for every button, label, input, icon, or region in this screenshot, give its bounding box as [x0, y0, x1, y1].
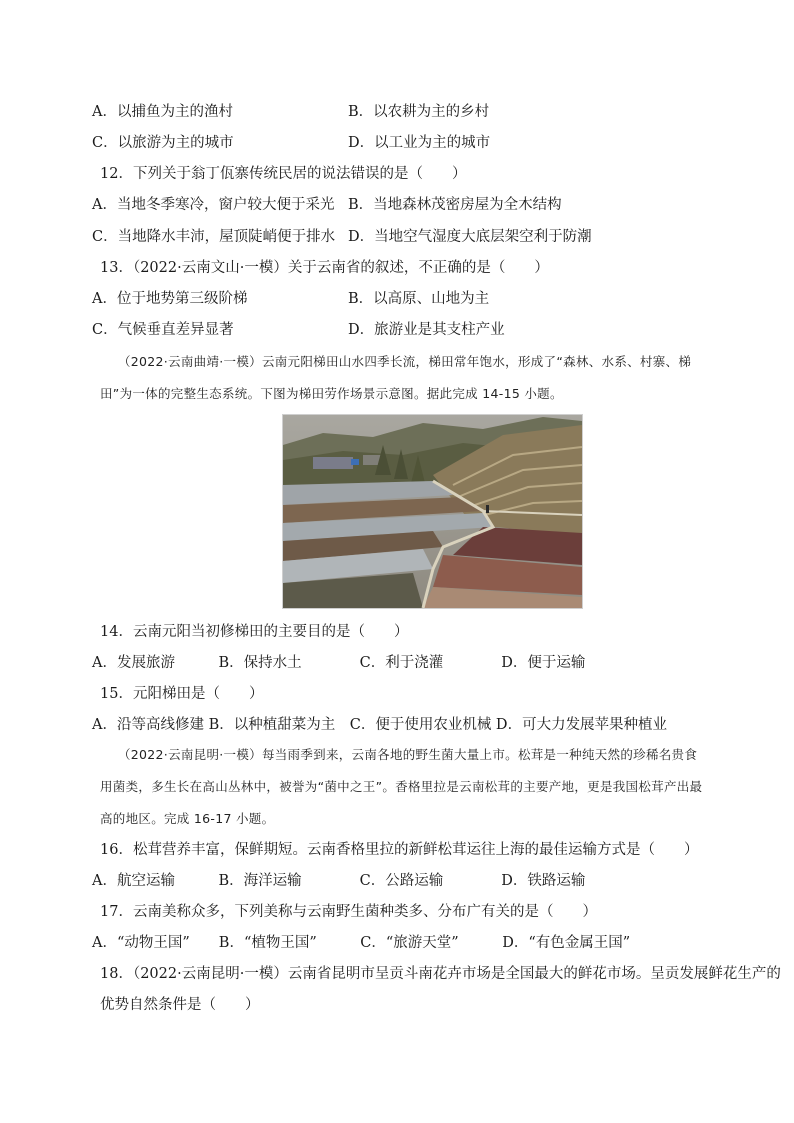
q16-options[interactable]: A．航空运输 B．海洋运输 C．公路运输 D．铁路运输: [92, 873, 586, 889]
q13-stem: 13．（2022·云南文山·一模）关于云南省的叙述，不正确的是（ ）: [100, 260, 549, 276]
q13-option-b[interactable]: B．以高原、山地为主: [348, 291, 490, 307]
q15-options[interactable]: A．沿等高线修建 B．以种植甜菜为主 C．便于使用农业机械 D．可大力发展苹果种植业: [92, 717, 668, 733]
q11-option-a[interactable]: A．以捕鱼为主的渔村: [92, 104, 233, 120]
passage-matsutake-line-3: 高的地区。完成 16-17 小题。: [100, 811, 275, 826]
q12-option-a[interactable]: A．当地冬季寒冷，窗户较大便于采光: [92, 197, 335, 213]
terrace-photo-illustration: [283, 415, 582, 608]
q11-option-b[interactable]: B．以农耕为主的乡村: [348, 104, 490, 120]
q15-stem: 15．元阳梯田是（ ）: [100, 686, 264, 702]
terrace-photo: [282, 414, 583, 609]
q17-stem: 17．云南美称众多，下列美称与云南野生菌种类多、分布广有关的是（ ）: [100, 904, 597, 920]
q18-stem-line-2: 优势自然条件是（ ）: [100, 997, 260, 1013]
q18-stem-line-1: 18．（2022·云南昆明·一模）云南省昆明市呈贡斗南花卉市场是全国最大的鲜花市场。呈贡发展鲜花生产的: [100, 966, 781, 982]
passage-terraces-line-1: [100, 352, 718, 372]
passage-matsutake: [100, 745, 718, 829]
passage-terraces-text-1: （2022·云南曲靖·一模）云南元阳梯田山水四季长流，梯田常年饱水，形成了“森林、水系、村寨、梯: [118, 354, 692, 369]
passage-terraces: [100, 352, 718, 404]
q13-option-a[interactable]: A．位于地势第三级阶梯: [92, 291, 248, 307]
q12-option-d[interactable]: D．当地空气湿度大底层架空利于防潮: [348, 229, 592, 245]
passage-terraces-line-2: 田”为一体的完整生态系统。下图为梯田劳作场景示意图。据此完成 14-15 小题。: [100, 386, 563, 401]
q14-stem: 14．云南元阳当初修梯田的主要目的是（ ）: [100, 624, 409, 640]
q12-stem: 12．下列关于翁丁佤寨传统民居的说法错误的是（ ）: [100, 166, 467, 182]
passage-matsutake-line-1: [100, 745, 718, 765]
q12-option-b[interactable]: B．当地森林茂密房屋为全木结构: [348, 197, 562, 213]
q17-options[interactable]: A．“动物王国” B．“植物王国” C．“旅游天堂” D．“有色金属王国”: [92, 935, 631, 951]
q12-option-c[interactable]: C．当地降水丰沛，屋顶陡峭便于排水: [92, 229, 336, 245]
q13-option-c[interactable]: C．气候垂直差异显著: [92, 322, 234, 338]
q13-option-d[interactable]: D．旅游业是其支柱产业: [348, 322, 505, 338]
q14-options[interactable]: A．发展旅游 B．保持水土 C．利于浇灌 D．便于运输: [92, 655, 586, 671]
passage-matsutake-line-2: 用菌类，多生长在高山丛林中，被誉为“菌中之王”。香格里拉是云南松茸的主要产地，更是我国松茸产出最: [100, 779, 703, 794]
passage-matsutake-text-1: （2022·云南昆明·一模）每当雨季到来，云南各地的野生菌大量上市。松茸是一种纯天然的珍稀名贵食: [118, 747, 698, 762]
q11-option-c[interactable]: C．以旅游为主的城市: [92, 135, 234, 151]
q11-option-d[interactable]: D．以工业为主的城市: [348, 135, 491, 151]
q16-stem: 16．松茸营养丰富，保鲜期短。云南香格里拉的新鲜松茸运往上海的最佳运输方式是（ ）: [100, 842, 699, 858]
